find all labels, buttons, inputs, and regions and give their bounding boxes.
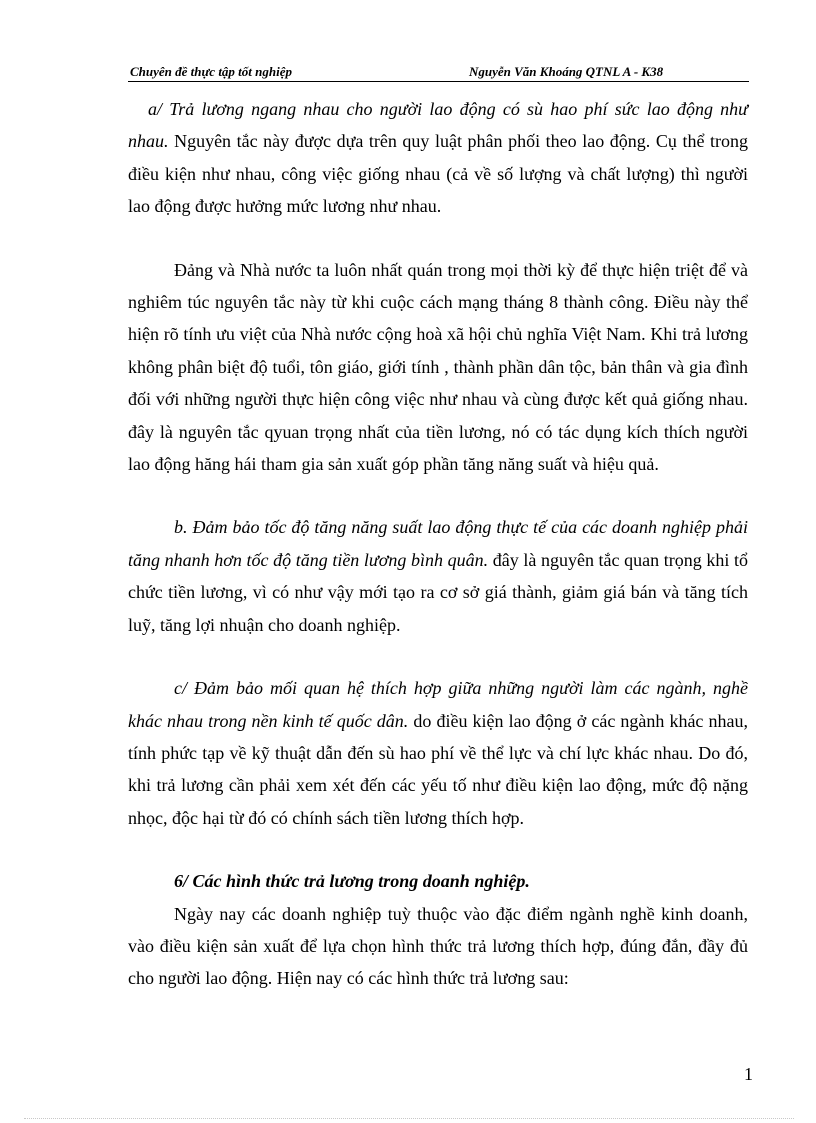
paragraph-b-text: đây là nguyên tắc quan trọng khi tổ chức tiền lương, vì có như vậy mới tạo ra cơ sở giá thành, giảm giá bán và tăng tích luỹ, tăng lợi nhuận cho doanh nghiệp.: [128, 549, 749, 635]
footer-divider: [24, 1118, 794, 1119]
paragraph-a: [128, 93, 748, 223]
section-heading-6: 6/ Các hình thức trả lương trong doanh nghiệp.: [174, 871, 530, 892]
paragraph-party: Đảng và Nhà nước ta luôn nhất quán trong mọi thời kỳ để thực hiện triệt để và nghiêm túc nguyên tắc này từ khi cuộc cách mạng tháng 8 thành công. Điều này thể hiện rõ tính ưu việt của Nhà nước cộng hoà xã hội chủ nghĩa Việt Nam. Khi trả lương không phân biệt độ tuổi, tôn giáo, giới tính , thành phần dân tộc, bản thân và gia đình đối với những người thực hiện công việc như nhau và cùng được kết quả giống nhau. đây là nguyên tắc qyuan trọng nhất của tiền lương, nó có tác dụng kích thích người lao động hăng hái tham gia sản xuất góp phần tăng năng suất và hiệu quả.: [128, 259, 748, 475]
page-header: [128, 63, 749, 82]
paragraph-forms: Ngày nay các doanh nghiệp tuỳ thuộc vào đặc điểm ngành nghề kinh doanh, vào điều kiện sản xuất để lựa chọn hình thức trả lương thích hợp, đúng đắn, đầy đủ cho người lao động. Hiện nay có các hình thức trả lương sau:: [128, 903, 748, 989]
paragraph-c-principle: c/ Đảm bảo mối quan hệ thích hợp giữa những người làm các ngành, nghề khác nhau trong nền kinh tế quốc dân.: [128, 678, 748, 731]
paragraph-c-text: do điều kiện lao động ở các ngành khác nhau, tính phức tạp về kỹ thuật dẫn đến sù hao phí về thể lực và chí lực khác nhau. Do đó, khi trả lương cần phải xem xét đến các yếu tố như điều kiện lao động, mức độ nặng nhọc, độc hại từ đó có chính sách tiền lương thích hợp.: [128, 710, 748, 828]
paragraph-c: [128, 672, 748, 834]
paragraph-b-principle: b. Đảm bảo tốc độ tăng năng suất lao động thực tế của các doanh nghiệp phải tăng nhanh hơn tốc độ tăng tiền lương bình quân.: [128, 517, 748, 570]
paragraph-a-text: Nguyên tắc này được dựa trên quy luật phân phối theo lao động. Cụ thể trong điều kiện như nhau, công việc giống nhau (cả về số lượng và chất lượng) thì người lao động được hưởng mức lương như nhau.: [128, 131, 748, 217]
paragraph-a-principle: a/ Trả lương ngang nhau cho người lao động có sù hao phí sức lao động như nhau.: [128, 99, 748, 152]
paragraph-b: [128, 511, 748, 641]
page-number: 1: [744, 1064, 753, 1084]
header-author: Nguyễn Văn Khoáng QTNL A - K38: [469, 64, 664, 79]
document-body: [128, 93, 748, 995]
header-title: Chuyên đề thực tập tốt nghiệp: [130, 64, 292, 79]
